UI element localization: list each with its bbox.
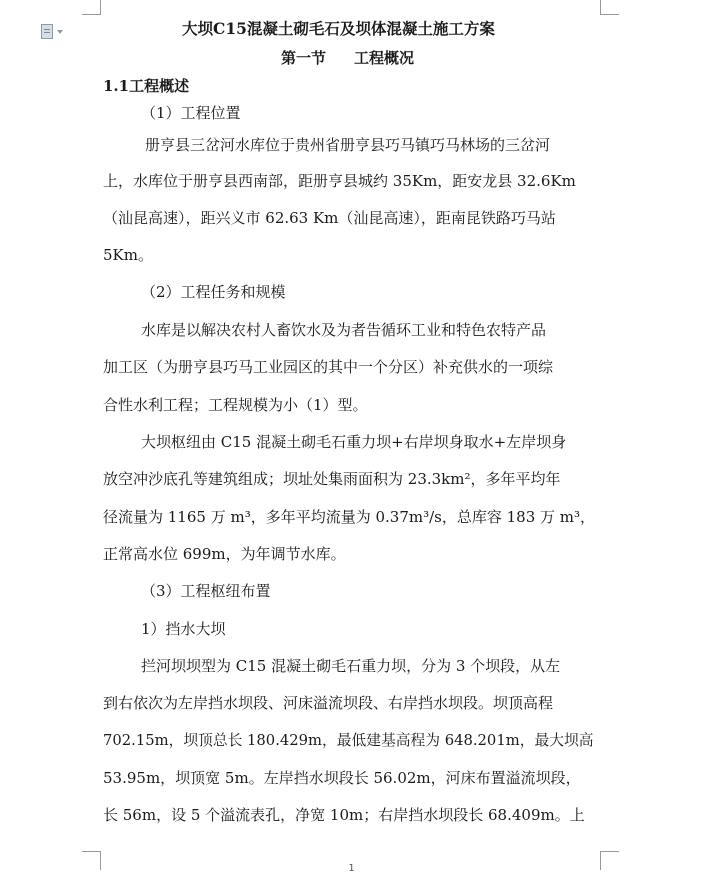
page-number: 1 bbox=[348, 863, 355, 874]
section-name: 工程概况 bbox=[354, 49, 415, 67]
paragraph-line: （2）工程任务和规模 bbox=[141, 283, 286, 301]
paragraph-line: （1）工程位置 bbox=[141, 104, 241, 122]
paragraph-line: 加工区（为册亨县巧马工业园区的其中一个分区）补充供水的一项综 bbox=[103, 358, 554, 376]
paragraph-line: 合性水利工程；工程规模为小（1）型。 bbox=[103, 396, 368, 414]
crop-mark-top-left bbox=[82, 0, 101, 15]
paragraph-line: （3）工程枢纽布置 bbox=[141, 582, 271, 600]
paragraph-line: 大坝枢纽由 C15 混凝土砌毛石重力坝+右岸坝身取水+左岸坝身 bbox=[141, 433, 567, 451]
paragraph-line: 水库是以解决农村人畜饮水及为者告循环工业和特色农特产品 bbox=[141, 321, 547, 339]
paragraph-line: 拦河坝坝型为 C15 混凝土砌毛石重力坝，分为 3 个坝段，从左 bbox=[141, 657, 561, 675]
paragraph-line: 53.95m，坝顶宽 5m。左岸挡水坝段长 56.02m，河床布置溢流坝段， bbox=[103, 769, 581, 787]
paragraph-line: 长 56m，设 5 个溢流表孔，净宽 10m；右岸挡水坝段长 68.409m。上 bbox=[103, 806, 585, 824]
document-title: 大坝C15混凝土砌毛石及坝体混凝土施工方案 bbox=[182, 19, 495, 38]
paragraph-line: 径流量为 1165 万 m³，多年平均流量为 0.37m³/s，总库容 183 万 m³， bbox=[103, 508, 596, 526]
paragraph-line: 放空冲沙底孔等建筑组成；坝址处集雨面积为 23.3km²，多年平均年 bbox=[103, 470, 561, 488]
crop-mark-top-right bbox=[600, 0, 619, 15]
section-heading bbox=[281, 49, 414, 67]
paragraph-line: （汕昆高速），距兴义市 62.63 Km（汕昆高速），距南昆铁路巧马站 bbox=[103, 209, 556, 227]
paragraph-line: 上，水库位于册亨县西南部，距册亨县城约 35Km，距安龙县 32.6Km bbox=[103, 172, 576, 190]
section-label: 第一节 bbox=[281, 49, 327, 67]
paragraph-line: 到右依次为左岸挡水坝段、河床溢流坝段、右岸挡水坝段。坝顶高程 bbox=[103, 694, 554, 712]
paragraph-line: 702.15m，坝顶总长 180.429m，最低建基高程为 648.201m，最大坝高 bbox=[103, 732, 594, 749]
paragraph-line: 5Km。 bbox=[103, 246, 153, 264]
chevron-down-icon bbox=[57, 30, 63, 34]
paragraph-line: 1）挡水大坝 bbox=[141, 620, 226, 638]
paragraph-line: 册亨县三岔河水库位于贵州省册亨县巧马镇巧马林场的三岔河 bbox=[145, 136, 551, 154]
document-icon bbox=[41, 24, 53, 39]
heading-1-1: 1.1工程概述 bbox=[103, 77, 190, 95]
document-menu-button[interactable] bbox=[41, 24, 63, 39]
paragraph-line: 正常高水位 699m，为年调节水库。 bbox=[103, 545, 346, 563]
